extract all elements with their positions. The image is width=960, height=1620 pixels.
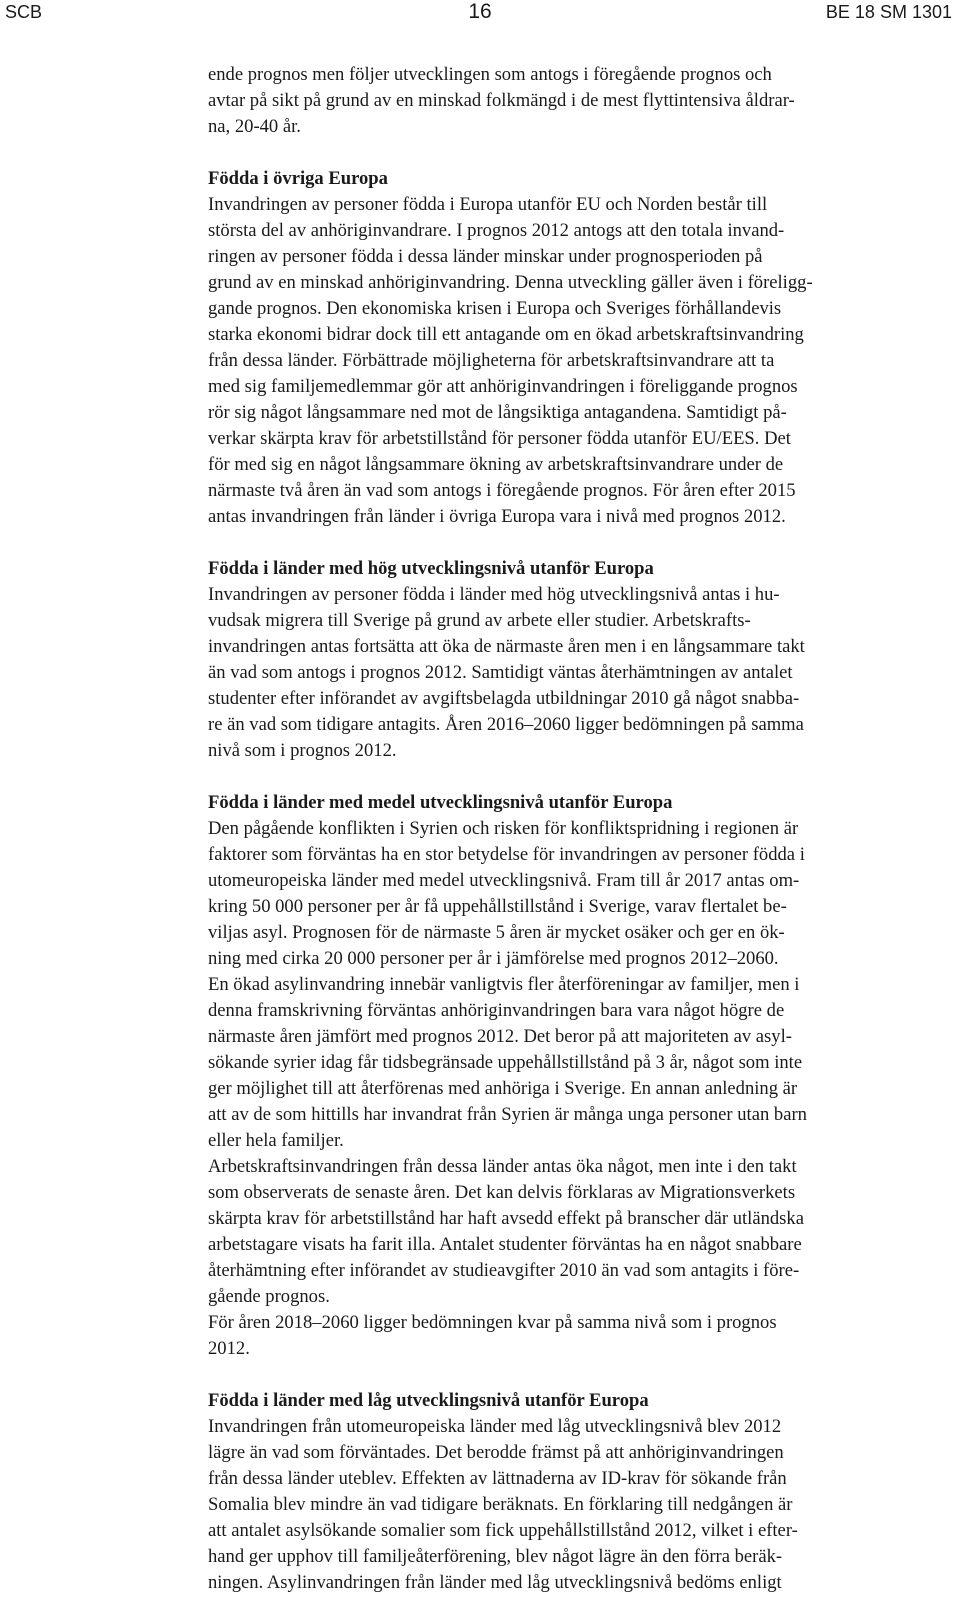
text-line: som observerats de senaste åren. Det kan delvis förklaras av Migrationsverkets [208, 1182, 796, 1203]
text-line: utomeuropeiska länder med medel utvecklingsnivå. Fram till år 2017 antas om- [208, 870, 800, 891]
text-line: grund av en minskad anhöriginvandring. Denna utveckling gäller även i föreligg- [208, 272, 813, 293]
text-line: ning med cirka 20 000 personer per år i jämförelse med prognos 2012–2060. [208, 948, 779, 969]
section [208, 62, 946, 140]
header-report-id: BE 18 SM 1301 [825, 2, 952, 22]
text-line: Somalia blev mindre än vad tidigare beräknats. En förklaring till nedgången är [208, 1494, 793, 1515]
text-line: avtar på sikt på grund av en minskad folkmängd i de mest flyttintensiva åldrar- [208, 90, 795, 111]
paragraph [208, 972, 946, 1154]
text-line: närmaste åren jämfört med prognos 2012. Det beror på att majoriteten av asyl- [208, 1026, 792, 1047]
text-line: En ökad asylinvandring innebär vanligtvis fler återföreningar av familjer, men i [208, 974, 800, 995]
text-line: nivå som i prognos 2012. [208, 740, 397, 761]
text-line: största del av anhöriginvandrare. I prognos 2012 antogs att den totala invand- [208, 220, 785, 241]
paragraph [208, 1414, 946, 1596]
section [208, 556, 946, 764]
paragraph [208, 192, 946, 530]
text-line: närmaste två åren än vad som antogs i föregående prognos. För åren efter 2015 [208, 480, 796, 501]
text-line: invandringen antas fortsätta att öka de närmaste åren men i en långsammare takt [208, 636, 805, 657]
section-heading: Födda i länder med hög utvecklingsnivå utanför Europa [208, 558, 654, 579]
paragraph [208, 62, 946, 140]
section-heading: Födda i länder med medel utvecklingsnivå utanför Europa [208, 792, 673, 813]
header-publisher: SCB [5, 2, 43, 22]
text-line: gande prognos. Den ekonomiska krisen i Europa och Sveriges förhållandevis [208, 298, 782, 319]
text-line: lägre än vad som förväntades. Det berodde främst på att anhöriginvandringen [208, 1442, 784, 1463]
paragraph [208, 816, 946, 972]
text-line: vudsak migrera till Sverige på grund av arbete eller studier. Arbetskrafts- [208, 610, 751, 631]
text-line: ger möjlighet till att återförenas med anhöriga i Sverige. En annan anledning är [208, 1078, 798, 1099]
text-line: gående prognos. [208, 1286, 330, 1307]
text-line: för med sig en något långsammare ökning av arbetskraftsinvandrare under de [208, 454, 784, 475]
section [208, 1388, 946, 1596]
text-line: faktorer som förväntas ha en stor betydelse för invandringen av personer födda i [208, 844, 805, 865]
text-line: För åren 2018–2060 ligger bedömningen kvar på samma nivå som i prognos [208, 1312, 777, 1333]
paragraph [208, 1154, 946, 1310]
text-line: hand ger upphov till familjeåterförening, blev något lägre än den förra beräk- [208, 1546, 783, 1567]
text-line: med sig familjemedlemmar gör att anhöriginvandringen i föreliggande prognos [208, 376, 798, 397]
text-line: eller hela familjer. [208, 1130, 344, 1151]
text-line: antas invandringen från länder i övriga Europa vara i nivå med prognos 2012. [208, 506, 786, 527]
page-header [0, 0, 960, 30]
text-line: än vad som antogs i prognos 2012. Samtidigt väntas återhämtningen av antalet [208, 662, 793, 683]
text-line: Invandringen från utomeuropeiska länder med låg utvecklingsnivå blev 2012 [208, 1416, 782, 1437]
text-line: na, 20-40 år. [208, 116, 301, 137]
text-line: denna framskrivning förväntas anhöriginvandringen bara vara något högre de [208, 1000, 785, 1021]
text-line: 2012. [208, 1338, 250, 1359]
text-line: att av de som hittills har invandrat från Syrien är många unga personer utan barn [208, 1104, 807, 1125]
section [208, 166, 946, 530]
text-line: viljas asyl. Prognosen för de närmaste 5 åren är mycket osäker och ger en ök- [208, 922, 785, 943]
text-line: verkar skärpta krav för arbetstillstånd för personer födda utanför EU/EES. Det [208, 428, 791, 449]
page-number: 16 [468, 0, 492, 23]
paragraph [208, 582, 946, 764]
section-heading: Födda i övriga Europa [208, 168, 388, 189]
text-line: från dessa länder uteblev. Effekten av lättnaderna av ID-krav för sökande från [208, 1468, 787, 1489]
text-line: arbetstagare visats ha farit illa. Antalet studenter förväntas ha en något snabbare [208, 1234, 802, 1255]
text-line: att antalet asylsökande somalier som fick uppehållstillstånd 2012, vilket i efter- [208, 1520, 798, 1541]
text-line: Invandringen av personer födda i Europa utanför EU och Norden består till [208, 194, 768, 215]
text-line: skärpta krav för arbetstillstånd har haft avsedd effekt på branscher där utländska [208, 1208, 804, 1229]
text-line: ende prognos men följer utvecklingen som antogs i föregående prognos och [208, 64, 772, 85]
section-heading: Födda i länder med låg utvecklingsnivå utanför Europa [208, 1390, 649, 1411]
text-line: Arbetskraftsinvandringen från dessa länder antas öka något, men inte i den takt [208, 1156, 797, 1177]
text-line: ningen. Asylinvandringen från länder med låg utvecklingsnivå bedöms enligt [208, 1572, 782, 1593]
section [208, 790, 946, 1362]
text-line: studenter efter införandet av avgiftsbelagda utbildningar 2010 gå något snabba- [208, 688, 800, 709]
text-line: sökande syrier idag får tidsbegränsade uppehållstillstånd på 3 år, något som inte [208, 1052, 803, 1073]
text-line: re än vad som tidigare antagits. Åren 2016–2060 ligger bedömningen på samma [208, 714, 804, 735]
text-line: från dessa länder. Förbättrade möjligheterna för arbetskraftsinvandrare att ta [208, 350, 775, 371]
text-line: rör sig något långsammare ned mot de långsiktiga antagandena. Samtidigt på- [208, 402, 787, 423]
paragraph [208, 1310, 946, 1362]
text-line: Invandringen av personer födda i länder med hög utvecklingsnivå antas i hu- [208, 584, 780, 605]
text-line: ringen av personer födda i dessa länder minskar under prognosperioden på [208, 246, 763, 267]
text-line: kring 50 000 personer per år få uppehållstillstånd i Sverige, varav flertalet be- [208, 896, 787, 917]
document-body [208, 62, 946, 1596]
text-line: Den pågående konflikten i Syrien och risken för konfliktspridning i regionen är [208, 818, 799, 839]
text-line: återhämtning efter införandet av studieavgifter 2010 än vad som antagits i före- [208, 1260, 800, 1281]
text-line: starka ekonomi bidrar dock till ett antagande om en ökad arbetskraftsinvandring [208, 324, 804, 345]
